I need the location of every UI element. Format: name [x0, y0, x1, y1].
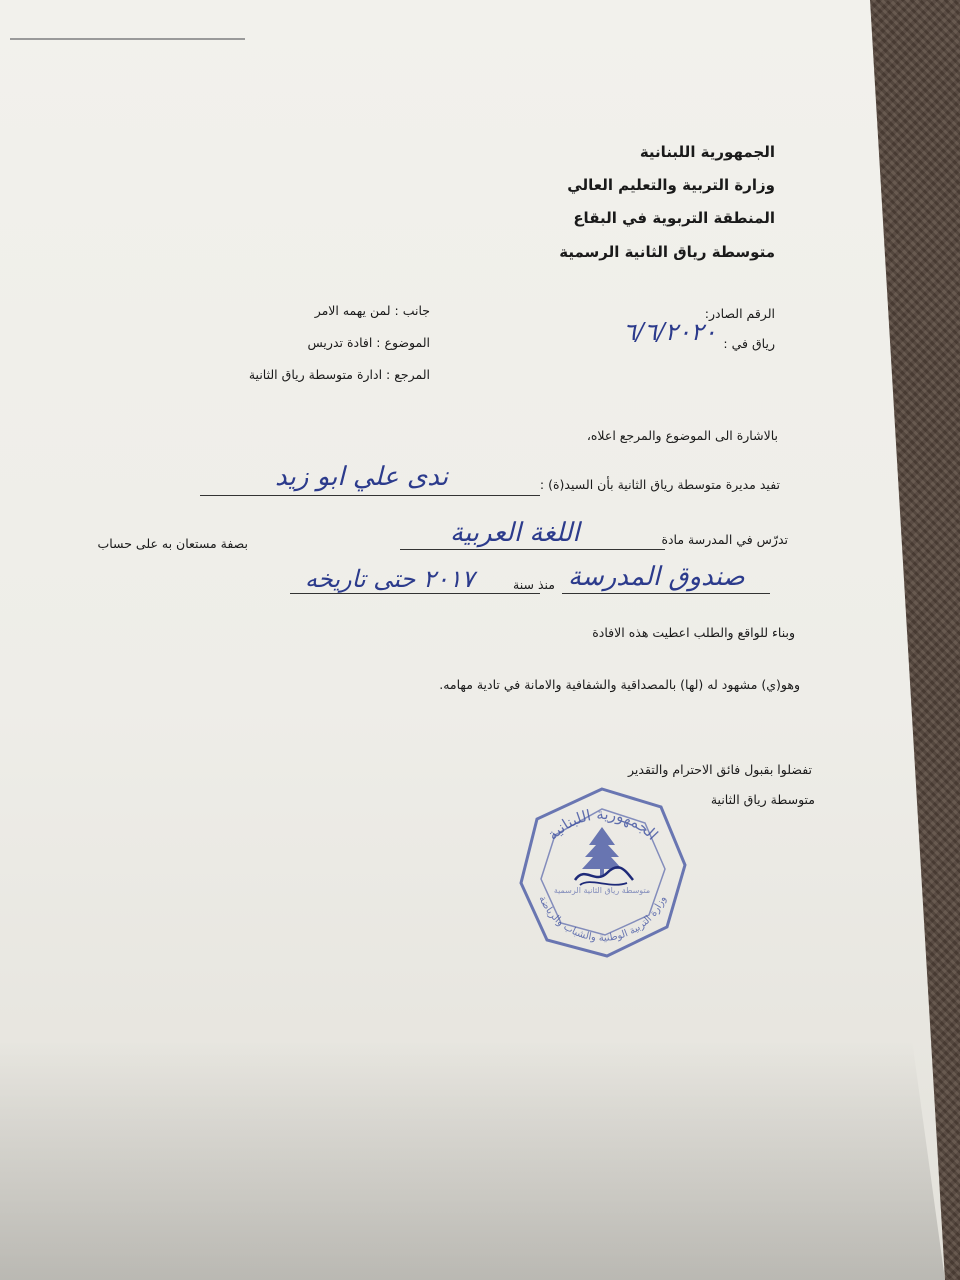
- header-republic: الجمهورية اللبنانية: [639, 143, 775, 161]
- subject-handwritten: اللغة العربية: [450, 518, 580, 548]
- header-ministry: وزارة التربية والتعليم العالي: [567, 176, 775, 194]
- stamp-inner-text: متوسطة رياق الثانية الرسمية: [553, 886, 651, 895]
- date-label: رياق في :: [723, 336, 775, 351]
- name-underline: [200, 495, 540, 496]
- top-rule: [10, 38, 245, 40]
- since-underline: [290, 593, 540, 594]
- fund-underline: [562, 593, 770, 594]
- paper-shadow: [0, 1040, 960, 1280]
- date-handwritten: ٦/٦/٢٠٢٠: [623, 318, 717, 346]
- fund-handwritten: صندوق المدرسة: [568, 562, 745, 592]
- closing-line2: متوسطة رياق الثانية: [710, 792, 815, 807]
- reference-label: المرجع : ادارة متوسطة رياق الثانية: [248, 367, 430, 382]
- stamp-top-text: الجمهورية اللبنانية: [543, 805, 662, 844]
- since-handwritten: ٢٠١٧ حتى تاريخه: [305, 565, 475, 593]
- ref-number-label: الرقم الصادر:: [704, 306, 775, 321]
- body-line2-suffix: بصفة مستعان به على حساب: [97, 536, 248, 551]
- signature-underline: [580, 882, 627, 885]
- body-line5: وهو(ي) مشهود له (لها) بالمصداقية والشفافية والامانة في تادية مهامه.: [439, 677, 800, 692]
- to-label: جانب : لمن يهمه الامر: [314, 303, 430, 318]
- subject-label: الموضوع : افادة تدريس: [307, 335, 430, 350]
- since-label: منذ سنة: [513, 577, 555, 592]
- teacher-name-handwritten: ندى علي ابو زيد: [275, 462, 449, 492]
- body-line4: وبناء للواقع والطلب اعطيت هذه الافادة: [592, 625, 795, 640]
- body-line1-prefix: تفيد مديرة متوسطة رياق الثانية بأن السيد(ة) :: [539, 477, 780, 492]
- closing-line1: تفضلوا بقبول فائق الاحترام والتقدير: [628, 762, 812, 777]
- body-line2-prefix: تدرّس في المدرسة مادة: [661, 532, 788, 547]
- header-school: متوسطة رياق الثانية الرسمية: [559, 243, 775, 261]
- stamp-bottom-text: وزارة التربية الوطنية والشباب والرياضة: [536, 894, 669, 944]
- subject-underline: [400, 549, 665, 550]
- intro-line: بالاشارة الى الموضوع والمرجع اعلاه،: [586, 428, 778, 443]
- official-stamp: [515, 785, 690, 960]
- header-region: المنطقة التربوية في البقاع: [573, 209, 775, 227]
